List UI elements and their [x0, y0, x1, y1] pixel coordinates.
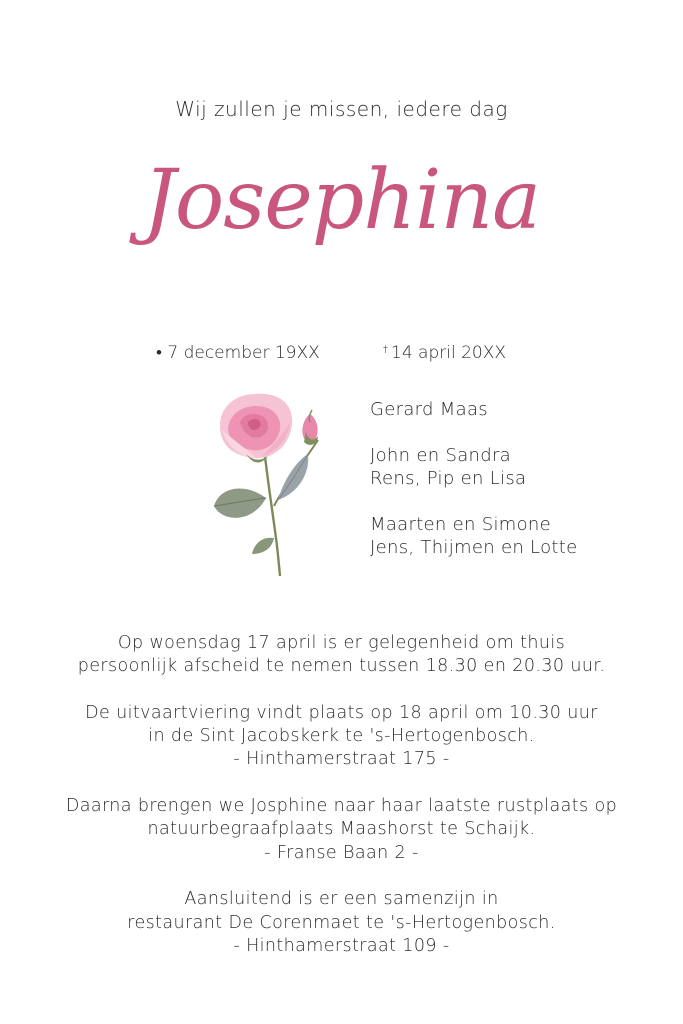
death-date: † 14 april 20XX [383, 343, 507, 363]
info-line: De uitvaartviering vindt plaats op 18 april om 10.30 uur [85, 702, 598, 723]
visitation-paragraph [0, 632, 683, 679]
address-line: - Franse Baan 2 - [264, 842, 419, 863]
tagline: Wij zullen je missen, iedere dag [175, 97, 508, 121]
info-line: Aansluitend is er een samenzijn in [184, 889, 499, 910]
funeral-paragraph [0, 702, 683, 772]
info-line: in de Sint Jacobskerk te 's-Hertogenbosch. [148, 726, 535, 747]
birth-date: • 7 december 19XX [156, 343, 320, 363]
info-line: Daarna brengen we Josphine naar haar laatste rustplaats op [65, 796, 618, 817]
burial-paragraph [0, 795, 683, 865]
spacer [370, 491, 577, 513]
spacer [370, 422, 577, 444]
info-line: Op woensdag 17 april is er gelegenheid om thuis [117, 633, 566, 653]
family-member: Jens, Thijmen en Lotte [370, 537, 578, 558]
address-line: - Hinthamerstraat 175 - [233, 749, 450, 770]
family-member: Maarten en Simone [370, 513, 552, 535]
gathering-paragraph [0, 888, 683, 958]
family-member: Rens, Pip en Lisa [370, 468, 527, 489]
ceremony-info [0, 632, 683, 981]
family-member: Gerard Maas [370, 399, 488, 420]
info-line: restaurant De Corenmaet te 's-Hertogenbosch. [127, 912, 556, 933]
address-line: - Hinthamerstraat 109 - [233, 935, 450, 956]
pink-rose-icon [206, 388, 328, 578]
family-member: John en Sandra [370, 444, 511, 466]
deceased-name: Josephina [142, 153, 541, 248]
family-list [370, 398, 577, 560]
info-line: persoonlijk afscheid te nemen tussen 18.30 en 20.30 uur. [77, 656, 606, 677]
info-line: natuurbegraafplaats Maashorst te Schaijk. [147, 819, 536, 840]
